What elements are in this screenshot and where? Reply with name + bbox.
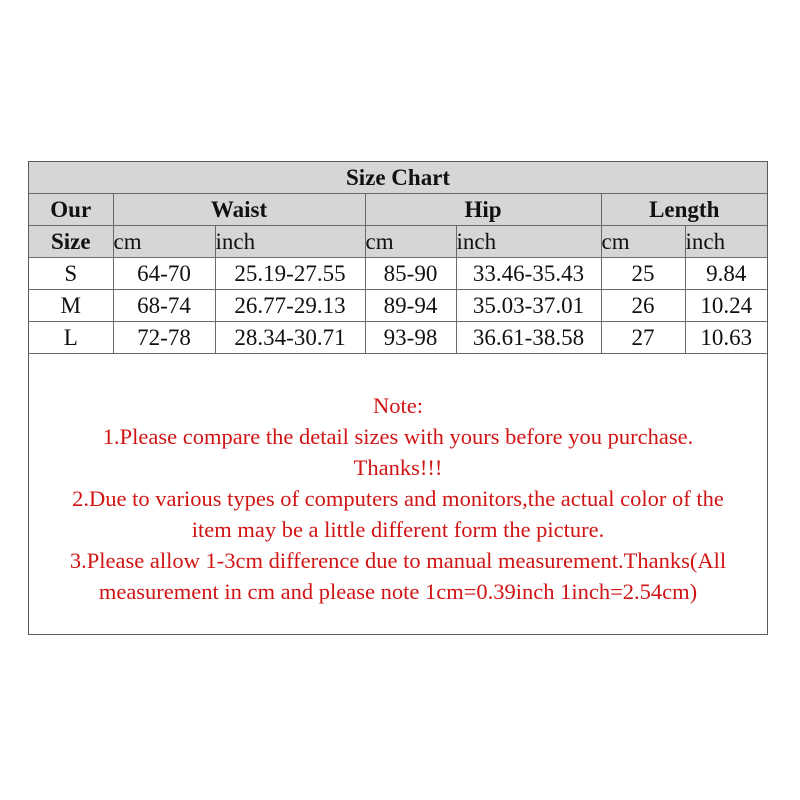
notes-block xyxy=(29,390,767,607)
hip-cm-cell: 85-90 xyxy=(365,258,456,290)
hip-cm-cell: 89-94 xyxy=(365,290,456,322)
length-inch-cell: 10.63 xyxy=(685,322,767,354)
waist-inch-cell: 25.19-27.55 xyxy=(215,258,365,290)
waist-inch-header: inch xyxy=(215,226,365,258)
hip-cm-header: cm xyxy=(365,226,456,258)
hip-inch-cell: 33.46-35.43 xyxy=(456,258,601,290)
table-row xyxy=(29,322,767,354)
length-cm-cell: 26 xyxy=(601,290,685,322)
waist-cm-cell: 68-74 xyxy=(113,290,215,322)
note-line: 1.Please compare the detail sizes with yours before you purchase. xyxy=(102,424,694,449)
chart-title: Size Chart xyxy=(29,162,767,194)
our-size-header-top: Our xyxy=(29,194,113,226)
length-cm-cell: 25 xyxy=(601,258,685,290)
length-inch-cell: 9.84 xyxy=(685,258,767,290)
waist-cm-header: cm xyxy=(113,226,215,258)
size-chart xyxy=(28,161,768,635)
hip-inch-cell: 35.03-37.01 xyxy=(456,290,601,322)
note-line: measurement in cm and please note 1cm=0.39inch 1inch=2.54cm) xyxy=(98,579,698,604)
size-cell: M xyxy=(29,290,113,322)
group-header-row xyxy=(29,194,767,226)
size-table xyxy=(29,162,767,354)
note-line: 3.Please allow 1-3cm difference due to manual measurement.Thanks(All xyxy=(69,548,727,573)
our-size-header-bottom: Size xyxy=(29,226,113,258)
size-cell: L xyxy=(29,322,113,354)
waist-cm-cell: 64-70 xyxy=(113,258,215,290)
length-inch-cell: 10.24 xyxy=(685,290,767,322)
size-cell: S xyxy=(29,258,113,290)
length-header: Length xyxy=(601,194,767,226)
hip-inch-cell: 36.61-38.58 xyxy=(456,322,601,354)
length-cm-cell: 27 xyxy=(601,322,685,354)
table-row xyxy=(29,258,767,290)
title-row xyxy=(29,162,767,194)
hip-cm-cell: 93-98 xyxy=(365,322,456,354)
unit-header-row xyxy=(29,226,767,258)
table-row xyxy=(29,290,767,322)
hip-header: Hip xyxy=(365,194,601,226)
note-line: Thanks!!! xyxy=(353,455,443,480)
note-heading: Note: xyxy=(373,393,423,418)
note-line: item may be a little different form the picture. xyxy=(191,517,605,542)
waist-inch-cell: 28.34-30.71 xyxy=(215,322,365,354)
hip-inch-header: inch xyxy=(456,226,601,258)
note-line: 2.Due to various types of computers and monitors,the actual color of the xyxy=(72,486,724,511)
length-inch-header: inch xyxy=(685,226,767,258)
waist-header: Waist xyxy=(113,194,365,226)
waist-inch-cell: 26.77-29.13 xyxy=(215,290,365,322)
length-cm-header: cm xyxy=(601,226,685,258)
waist-cm-cell: 72-78 xyxy=(113,322,215,354)
